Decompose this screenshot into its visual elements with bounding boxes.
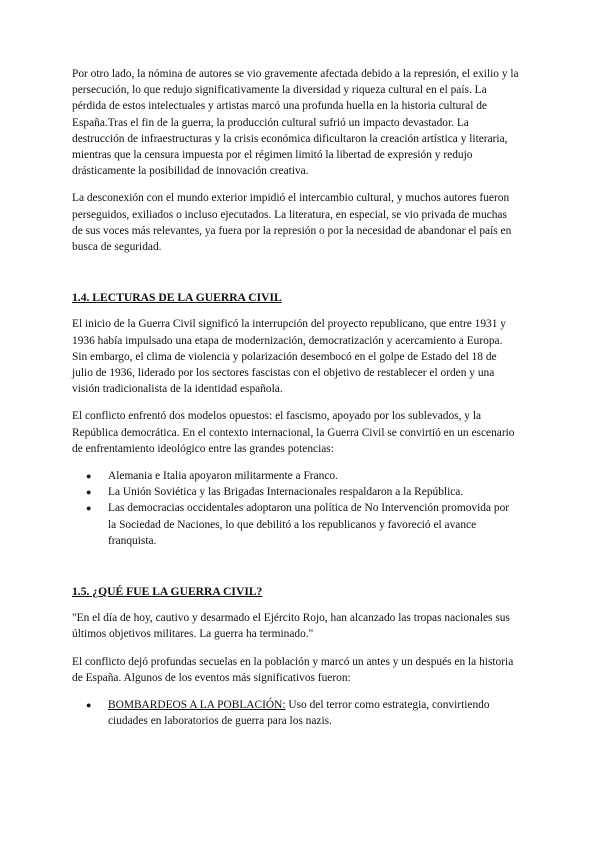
section-heading-1-5: 1.5. ¿QUÉ FUE LA GUERRA CIVIL? xyxy=(72,585,263,599)
list-item-label: BOMBARDEOS A LA POBLACIÓN: xyxy=(108,699,286,712)
list-item-text: La Unión Soviética y las Brigadas Internacionales respaldaron a la República. xyxy=(108,486,464,499)
list-item xyxy=(72,468,520,484)
intro-paragraph-2: La desconexión con el mundo exterior impidió el intercambio cultural, y muchos autores fueron perseguidos, exiliados o incluso ejecutados. La literatura, en especial, se vio privada de muchas de sus voces más relevantes, ya fuera por la represión o por la necesidad de abandonar el país en busca de seguridad. xyxy=(72,192,512,254)
list-item-text: Uso del terror como estrategia, convirtiendo ciudades en laboratorios de guerra para los nazis. xyxy=(108,699,490,728)
bullet-icon: ● xyxy=(86,503,92,514)
list-item xyxy=(72,697,520,729)
section-1-4-bullet-list xyxy=(72,468,520,549)
section-1-5-paragraph: El conflicto dejó profundas secuelas en la población y marcó un antes y un después en la historia de España. Algunos de los eventos más significativos fueron: xyxy=(72,655,514,684)
bullet-icon: ● xyxy=(86,700,92,711)
list-item-text: Alemania e Italia apoyaron militarmente a Franco. xyxy=(108,470,338,483)
document-page xyxy=(72,66,520,741)
list-item xyxy=(72,500,520,549)
list-item-text: Las democracias occidentales adoptaron una política de No Intervención promovida por la Sociedad de Naciones, lo que debilitó a los republicanos y favoreció el avance franquista. xyxy=(108,502,510,547)
bullet-icon: ● xyxy=(86,471,92,482)
section-1-4-paragraph-2: El conflicto enfrentó dos modelos opuestos: el fascismo, apoyado por los sublevados, y la República democrática. En el contexto internacional, la Guerra Civil se convirtió en un escenario de enfrentamiento ideológico entre las grandes potencias: xyxy=(72,410,515,455)
intro-paragraph-1: Por otro lado, la nómina de autores se vio gravemente afectada debido a la represión, el exilio y la persecución, lo que redujo significativamente la diversidad y riqueza cultural en el país. La pérdida de estos intelectuales y artistas marcó una profunda huella en la historia cultural de España.Tras el fin de la guerra, la producción cultural sufrió un impacto devastador. La destrucción de infraestructuras y la crisis económica dificultaron la creación artística y literaria, mientras que la censura impuesta por el régimen limitó la libertad de expresión y redujo drásticamente la posibilidad de innovación creativa. xyxy=(72,68,519,178)
section-heading-1-4: 1.4. LECTURAS DE LA GUERRA CIVIL xyxy=(72,291,282,305)
list-item xyxy=(72,484,520,500)
bullet-icon: ● xyxy=(86,487,92,498)
quote-paragraph: "En el día de hoy, cautivo y desarmado el Ejército Rojo, han alcanzado las tropas nacionales sus últimos objetivos militares. La guerra ha terminado." xyxy=(72,612,510,641)
section-1-4-paragraph-1: El inicio de la Guerra Civil significó la interrupción del proyecto republicano, que entre 1931 y 1936 había impulsado una etapa de modernización, democratización y acercamiento a Europa. Sin embargo, el clima de violencia y polarización desembocó en el golpe de Estado del 18 de julio de 1936, liderado por los sectores fascistas con el objetivo de restablecer el orden y una visión tradicionalista de la identidad española. xyxy=(72,318,506,396)
section-1-5-bullet-list xyxy=(72,697,520,729)
